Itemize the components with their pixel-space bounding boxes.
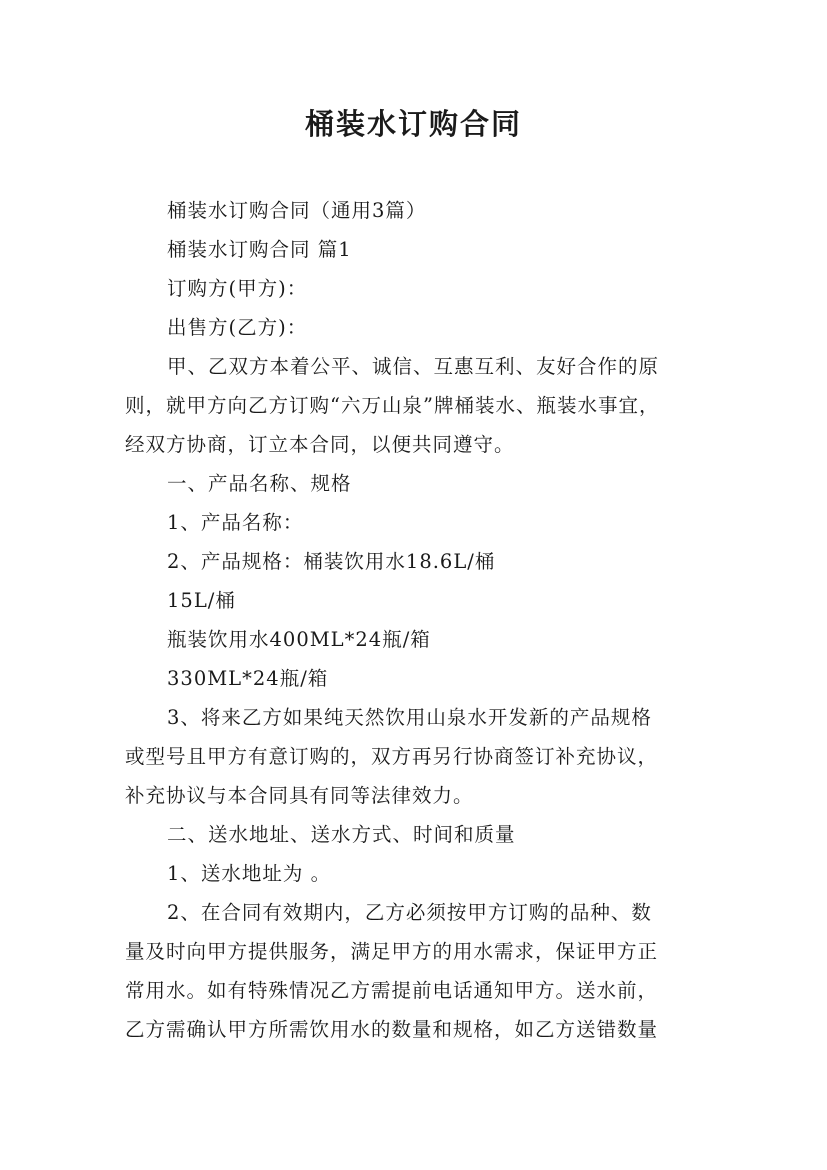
body-line: 桶装水订购合同 篇1 [167, 238, 352, 261]
body-line: 1、产品名称： [167, 511, 304, 534]
body-line: 乙方需确认甲方所需饮用水的数量和规格，如乙方送错数量 [125, 1018, 659, 1041]
body-line: 量及时向甲方提供服务，满足甲方的用水需求，保证甲方正 [125, 940, 659, 963]
body-line: 桶装水订购合同（通用3篇） [167, 199, 427, 222]
body-line: 补充协议与本合同具有同等法律效力。 [125, 784, 474, 807]
body-line: 瓶装饮用水400ML*24瓶/箱 [167, 628, 431, 651]
body-line: 二、送水地址、送水方式、时间和质量 [167, 823, 516, 846]
body-line: 甲、乙双方本着公平、诚信、互惠互利、友好合作的原 [167, 355, 660, 378]
body-line: 经双方协商，订立本合同，以便共同遵守。 [125, 433, 515, 456]
body-line: 15L/桶 [167, 589, 236, 612]
body-line: 则，就甲方向乙方订购“六万山泉”牌桶装水、瓶装水事宜， [125, 394, 660, 417]
body-line: 2、产品规格：桶装饮用水18.6L/桶 [167, 550, 496, 573]
body-line: 常用水。如有特殊情况乙方需提前电话通知甲方。送水前， [125, 979, 659, 1002]
body-line: 330ML*24瓶/箱 [167, 667, 329, 690]
body-line: 订购方(甲方)： [167, 277, 308, 300]
body-line: 3、将来乙方如果纯天然饮用山泉水开发新的产品规格 [167, 706, 652, 729]
body-line: 或型号且甲方有意订购的，双方再另行协商签订补充协议， [125, 745, 659, 768]
body-line: 1、送水地址为 。 [167, 862, 332, 885]
body-line: 2、在合同有效期内，乙方必须按甲方订购的品种、数 [167, 901, 652, 924]
document-title: 桶装水订购合同 [304, 107, 522, 141]
body-line: 一、产品名称、规格 [167, 472, 352, 495]
document-body [125, 191, 715, 1049]
body-line: 出售方(乙方)： [167, 316, 308, 339]
